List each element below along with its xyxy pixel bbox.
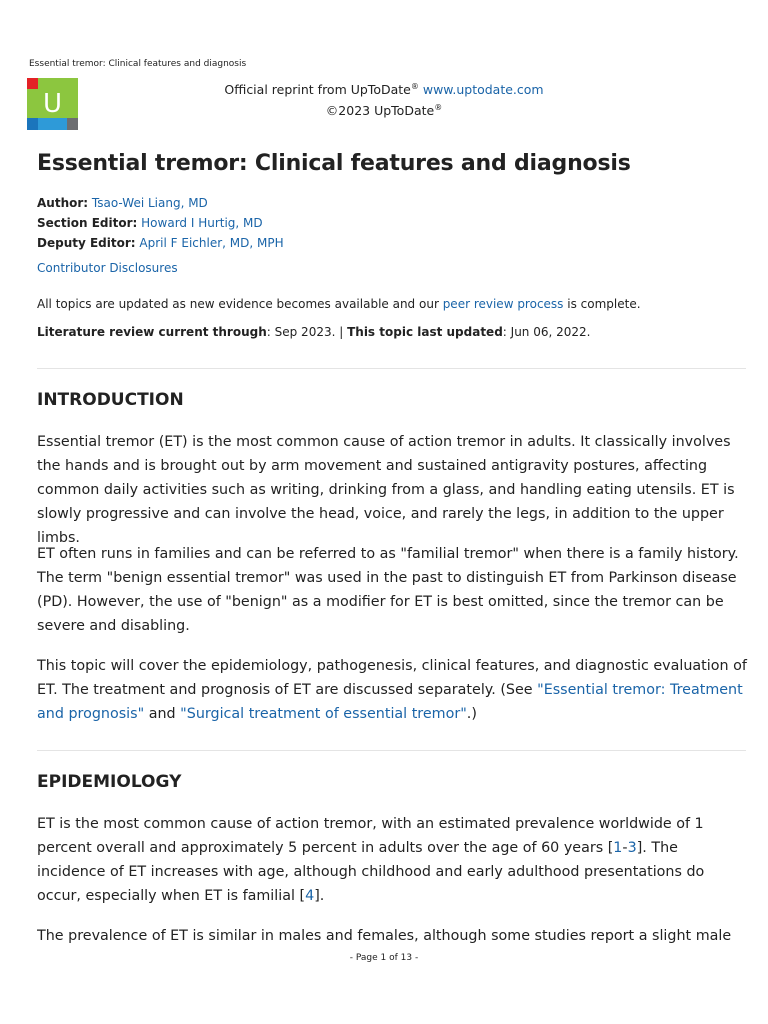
section-editor-row: Section Editor: Howard I Hurtig, MD (37, 216, 263, 230)
author-row: Author: Tsao-Wei Liang, MD (37, 196, 208, 210)
page-title: Essential tremor: Clinical features and diagnosis (37, 151, 631, 176)
author-label: Author (37, 196, 84, 210)
treatment-prognosis-link[interactable]: "Essential tremor: Treatment and prognosis" (37, 682, 743, 722)
introduction-heading: INTRODUCTION (37, 390, 184, 410)
author-link[interactable]: Tsao-Wei Liang, MD (91, 196, 208, 210)
introduction-paragraph-3: This topic will cover the epidemiology, pathogenesis, clinical features, and diagnostic evaluation of ET. The treatment and prognosis of ET are discussed separately. (See "Essential tremor: Treatment and prognosis" and "Surgical treatment of essential tremor".) (37, 658, 747, 722)
reprint-notice (0, 78, 768, 120)
section-editor-link[interactable]: Howard I Hurtig, MD (141, 216, 263, 230)
last-updated-label: This topic last updated (347, 325, 503, 339)
update-note: All topics are updated as new evidence becomes available and our peer review process is complete. (37, 297, 641, 311)
reprint-prefix: Official reprint from UpToDate (224, 82, 411, 97)
running-head: Essential tremor: Clinical features and diagnosis (29, 59, 247, 69)
introduction-paragraph-2: ET often runs in families and can be referred to as "familial tremor" when there is a family history. The term "benign essential tremor" was used in the past to distinguish ET from Parkinson disease (PD). However, the use of "benign" as a modifier for ET is best omitted, since the tremor can be severe and disabling. (37, 546, 739, 634)
section-editor-label: Section Editor (37, 216, 133, 230)
epidemiology-paragraph-1: ET is the most common cause of action tremor, with an estimated prevalence worldwide of 1 percent overall and approximately 5 percent in adults over the age of 60 years [1-3]. The incidence of ET increases with age, although childhood and early adulthood presentations do occur, especially when ET is familial [4]. (37, 816, 705, 904)
reference-link[interactable]: 1 (613, 840, 623, 856)
epidemiology-paragraph-2: The prevalence of ET is similar in males and females, although some studies report a slight male (37, 928, 732, 944)
deputy-editor-label: Deputy Editor (37, 236, 131, 250)
literature-review-line: Literature review current through: Sep 2023. | This topic last updated: Jun 06, 2022. (37, 325, 591, 339)
surgical-treatment-link[interactable]: "Surgical treatment of essential tremor" (180, 706, 467, 722)
deputy-editor-row: Deputy Editor: April F Eichler, MD, MPH (37, 236, 284, 250)
peer-review-link[interactable]: peer review process (442, 297, 564, 311)
introduction-paragraph-1: Essential tremor (ET) is the most common cause of action tremor in adults. It classically involves the hands and is brought out by arm movement and sustained antigravity postures, affecting common daily activities such as writing, drinking from a glass, and handling eating utensils. ET is slowly progressive and can involve the head, voice, and rarely the legs, in addition to the upper limbs. (37, 434, 735, 546)
reference-link[interactable]: 3 (627, 840, 637, 856)
lit-review-label: Literature review current through (37, 325, 267, 339)
logo-letter: U (38, 89, 67, 118)
reference-link[interactable]: 4 (305, 888, 315, 904)
page-footer: - Page 1 of 13 - (349, 953, 419, 963)
deputy-editor-link[interactable]: April F Eichler, MD, MPH (139, 236, 284, 250)
epidemiology-heading: EPIDEMIOLOGY (37, 772, 182, 792)
registered-mark: ® (410, 82, 419, 91)
contributor-disclosures-link[interactable]: Contributor Disclosures (37, 261, 178, 275)
registered-mark-2: ® (434, 103, 443, 112)
uptodate-url-link[interactable]: www.uptodate.com (422, 82, 544, 97)
section-divider (37, 750, 746, 751)
copyright: ©2023 UpToDate (325, 103, 435, 118)
author-block (37, 193, 284, 253)
section-divider (37, 368, 746, 369)
